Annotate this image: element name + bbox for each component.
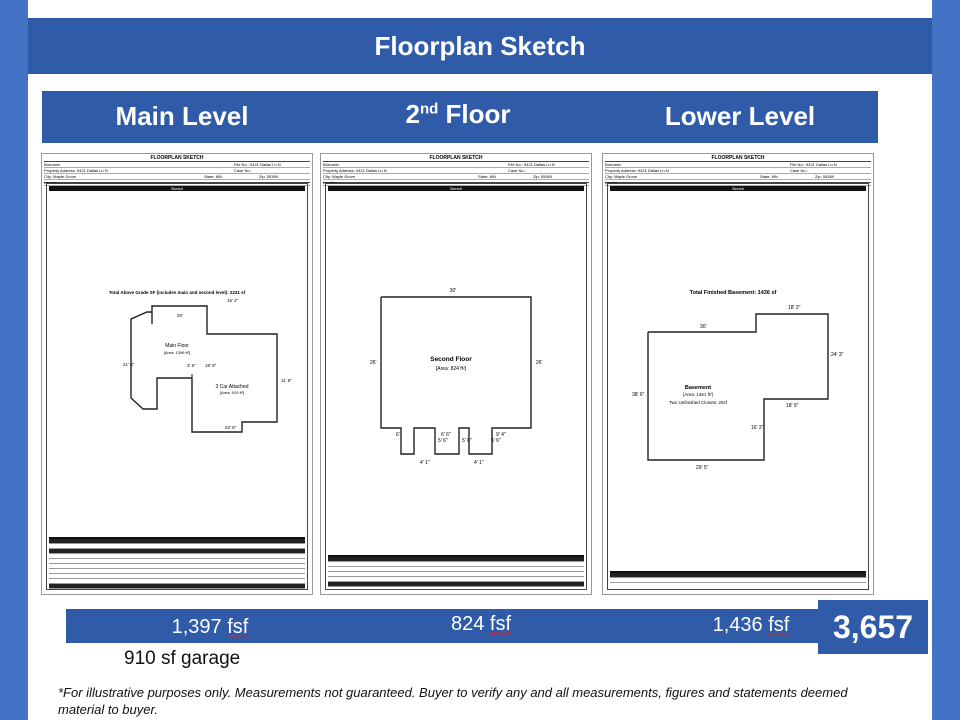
second-floor-outline <box>381 297 531 454</box>
area-calculation-table <box>610 571 866 587</box>
right-frame <box>932 0 960 720</box>
level-label-second: 2nd Floor <box>405 99 511 129</box>
svg-text:26': 26' <box>536 360 543 366</box>
level-label-main: Main Level <box>115 101 249 131</box>
main-floor-drawing <box>47 184 307 584</box>
svg-text:5' 6": 5' 6" <box>491 438 501 444</box>
svg-text:5' 6": 5' 6" <box>438 438 448 444</box>
sketch-bar: Sketch <box>49 186 305 191</box>
sheet-header: Borrower File No.: 9421 Dallas Ln N Property Address: 9421 Dallas Ln N Case No.: City: Maple Grove State: MN Zip: 55369 Lender: <box>605 161 871 183</box>
main-floor-outline <box>131 306 277 432</box>
svg-text:4' 1": 4' 1" <box>474 460 484 466</box>
svg-text:11' 6": 11' 6" <box>281 378 292 383</box>
area-calculation-table <box>49 537 305 587</box>
lower-level-drawing <box>608 184 868 584</box>
sheet-header: Borrower File No.: 9421 Dallas Ln N Property Address: 9421 Dallas Ln N Case No.: City: Maple Grove State: MN Zip: 55369 Lender: <box>44 161 310 183</box>
room-main-floor-area: [Area: 1396 ft²] <box>163 350 191 355</box>
total-second-floor: 824 fsf <box>450 613 512 635</box>
grand-total: 3,657 <box>818 600 928 654</box>
sketch-area <box>607 183 869 590</box>
total-lower-level: 1,436 fsf <box>712 614 790 636</box>
room-second-floor-area: [Area: 824 ft²] <box>435 366 467 372</box>
svg-text:26': 26' <box>370 360 377 366</box>
svg-text:6': 6' <box>396 432 400 438</box>
svg-text:4' 1": 4' 1" <box>420 460 430 466</box>
svg-text:9' 4": 9' 4" <box>496 432 506 438</box>
room-main-floor: Main Floor <box>165 343 189 349</box>
svg-text:16' 2": 16' 2" <box>227 298 239 303</box>
level-header-bar <box>42 91 878 143</box>
main-total-text: Total Above Grade SF (includes main and second level): 2221 sf <box>108 290 246 295</box>
svg-text:18' 2": 18' 2" <box>788 305 801 311</box>
lower-level-outline <box>648 314 828 460</box>
room-garage: 3 Car Attached <box>215 384 249 390</box>
svg-text:20': 20' <box>177 313 183 318</box>
area-calculation-table <box>328 555 584 587</box>
floorplan-sheet-lower <box>602 153 874 595</box>
page-title: Floorplan Sketch <box>28 18 932 74</box>
sketch-bar: Sketch <box>328 186 584 191</box>
total-main-level: 1,397 fsf <box>171 616 249 638</box>
sheet-title: FLOORPLAN SKETCH <box>429 155 483 161</box>
svg-text:18' 8": 18' 8" <box>205 363 217 368</box>
svg-text:21' 6": 21' 6" <box>123 362 135 367</box>
svg-text:30': 30' <box>449 288 457 294</box>
svg-text:3' 6": 3' 6" <box>187 363 196 368</box>
level-label-lower: Lower Level <box>664 101 816 131</box>
svg-text:6' 6": 6' 6" <box>441 432 451 438</box>
sheet-title: FLOORPLAN SKETCH <box>150 155 204 161</box>
room-basement-area: [Area: 1461 ft²] <box>683 392 713 397</box>
svg-text:18' 9": 18' 9" <box>786 403 799 409</box>
sketch-area <box>46 183 308 590</box>
floorplan-sheet-main <box>41 153 313 595</box>
basement-note: Two Unfinished Closets: 25sf <box>668 400 728 405</box>
sheet-title: FLOORPLAN SKETCH <box>711 155 765 161</box>
sketch-bar: Sketch <box>610 186 866 191</box>
svg-text:38' 6": 38' 6" <box>632 392 645 398</box>
svg-text:30': 30' <box>700 324 707 330</box>
second-floor-drawing <box>326 184 586 584</box>
svg-text:24' 3": 24' 3" <box>831 352 844 358</box>
svg-text:22' 5": 22' 5" <box>225 425 237 430</box>
room-garage-area: [Area: 910 ft²] <box>219 390 245 395</box>
disclaimer: *For illustrative purposes only. Measurements not guaranteed. Buyer to verify any and all measurements, figures and statements deemed material to buyer. <box>58 685 848 717</box>
top-strip <box>28 0 932 18</box>
room-basement: Basement <box>684 385 712 391</box>
svg-text:5' 6": 5' 6" <box>462 438 472 444</box>
floorplan-sheet-second <box>320 153 592 595</box>
svg-text:29' 5": 29' 5" <box>696 465 709 471</box>
sketch-area <box>325 183 587 590</box>
room-second-floor: Second Floor <box>430 356 472 363</box>
left-frame <box>0 0 28 720</box>
lower-total-text: Total Finished Basement: 1436 sf <box>689 290 777 296</box>
totals-bar <box>66 609 818 643</box>
garage-note: 910 sf garage <box>124 648 241 669</box>
slide-content <box>28 74 932 720</box>
sheet-header: Borrower File No.: 9421 Dallas Ln N Property Address: 9421 Dallas Ln N Case No.: City: Maple Grove State: MN Zip: 55369 Lender: <box>323 161 589 183</box>
svg-text:16' 2": 16' 2" <box>751 425 764 431</box>
